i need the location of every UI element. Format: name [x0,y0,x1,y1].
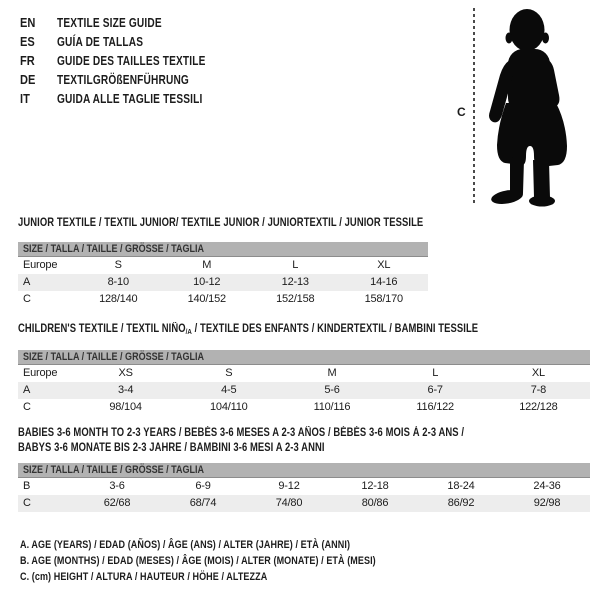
size-value-cell: 14-16 [340,274,429,291]
title-part: CHILDREN'S TEXTILE / TEXTIL NIÑO [18,323,186,335]
title-part: / TEXTILE DES ENFANTS / KINDERTEXTIL / BAMBINI TESSILE [191,323,479,335]
size-value-cell: 4-5 [177,382,280,399]
size-header-label: SIZE / TALLA / TAILLE / GRÖSSE / TAGLIA [23,243,205,255]
size-value-cell: M [327,367,337,379]
lang-code: FR [20,53,35,68]
size-value-cell: 24-36 [533,480,561,492]
size-header-label: SIZE / TALLA / TAILLE / GRÖSSE / TAGLIA [23,464,205,476]
table-title-line1: BABIES 3-6 MONTH TO 2-3 YEARS / BEBÉS 3-6 MESES A 2-3 AÑOS / BÉBÉS 3-6 MOIS À 2-3 ANS / [18,427,465,439]
size-value-cell: S [114,259,122,271]
lang-title: GUIDE DES TAILLES TEXTILE [57,53,206,68]
lang-code: EN [20,15,36,30]
size-value-cell: L [292,259,299,271]
size-value-cell: 86/92 [418,495,504,512]
lang-row-en [20,13,247,32]
lang-code: ES [20,34,35,49]
row-label-cell: C [23,401,31,413]
height-measure-label: C [457,105,466,119]
size-value-cell: 140/152 [187,293,226,305]
legend-block [20,537,454,585]
size-value-cell: 122/128 [519,401,558,413]
size-header-bar [18,242,428,257]
lang-title: GUÍA DE TALLAS [57,34,144,49]
legend-age-years: A. AGE (YEARS) / EDAD (AÑOS) / ÂGE (ANS) / ALTER (JAHRE) / ETÀ (ANNI) [20,539,351,551]
size-value-cell: 104/110 [210,401,248,413]
size-value-cell: XS [118,367,133,379]
size-value-cell: 12-13 [251,274,340,291]
toddler-silhouette-image [483,5,591,207]
title-subscript: /A [185,327,192,336]
size-grid [18,257,428,308]
lang-row-it [20,89,247,108]
height-dashed-line [473,8,475,206]
lang-row-fr [20,51,247,70]
language-title-block [20,13,247,108]
size-value-cell: 68/74 [160,495,246,512]
size-value-cell: 10-12 [163,274,252,291]
size-value-cell: S [225,367,233,379]
lang-row-de [20,70,247,89]
size-grid [18,365,590,416]
row-label-cell: C [23,293,31,305]
size-value-cell: 158/170 [364,293,403,305]
size-value-cell: 98/104 [109,401,142,413]
size-value-cell: L [432,367,439,379]
size-header-bar [18,350,590,365]
table-title [18,322,487,339]
size-value-cell: 116/122 [416,401,454,413]
size-value-cell: 152/158 [276,293,315,305]
row-label-cell: Europe [23,367,58,379]
size-value-cell: 18-24 [447,480,475,492]
table-title: JUNIOR TEXTILE / TEXTIL JUNIOR/ TEXTILE JUNIOR / JUNIORTEXTIL / JUNIOR TESSILE [18,217,424,229]
size-value-cell: 7-8 [487,382,590,399]
size-grid [18,478,590,512]
children-size-table [18,322,590,416]
lang-code: DE [20,72,36,87]
junior-size-table [18,216,428,308]
size-value-cell: 62/68 [74,495,160,512]
lang-row-es [20,32,247,51]
row-label-cell: A [18,382,74,399]
row-label-cell: B [23,480,31,492]
size-value-cell: 74/80 [246,495,332,512]
size-value-cell: XL [377,259,391,271]
size-value-cell: 92/98 [504,495,590,512]
size-value-cell: 6-7 [384,382,487,399]
size-value-cell: 6-9 [195,480,211,492]
size-value-cell: 110/116 [313,401,351,413]
size-value-cell: 9-12 [278,480,300,492]
legend-age-months: B. AGE (MONTHS) / EDAD (MESES) / ÂGE (MOIS) / ALTER (MONATE) / ETÀ (MESI) [20,555,376,567]
row-label-cell: A [18,274,74,291]
lang-title: TEXTILE SIZE GUIDE [57,15,162,30]
size-value-cell: 128/140 [99,293,138,305]
size-value-cell: 3-6 [109,480,125,492]
size-value-cell: XL [531,367,545,379]
lang-title: GUIDA ALLE TAGLIE TESSILI [57,91,203,106]
row-label-cell: Europe [23,259,58,271]
babies-size-table [18,426,590,512]
size-value-cell: M [202,259,212,271]
lang-title: TEXTILGRÖßENFÜHRUNG [57,72,189,87]
legend-height-cm: C. (cm) HEIGHT / ALTURA / HAUTEUR / HÖHE / ALTEZZA [20,571,268,583]
size-value-cell: 12-18 [361,480,389,492]
table-title-line2: BABYS 3-6 MONATE BIS 2-3 JAHRE / BAMBINI 3-6 MESI A 2-3 ANNI [18,442,325,454]
size-value-cell: 5-6 [280,382,383,399]
size-value-cell: 3-4 [74,382,177,399]
size-value-cell: 80/86 [332,495,418,512]
size-value-cell: 8-10 [74,274,163,291]
size-header-label: SIZE / TALLA / TAILLE / GRÖSSE / TAGLIA [23,351,205,363]
row-label-cell: C [18,495,74,512]
size-header-bar [18,463,590,478]
lang-code: IT [20,91,30,106]
